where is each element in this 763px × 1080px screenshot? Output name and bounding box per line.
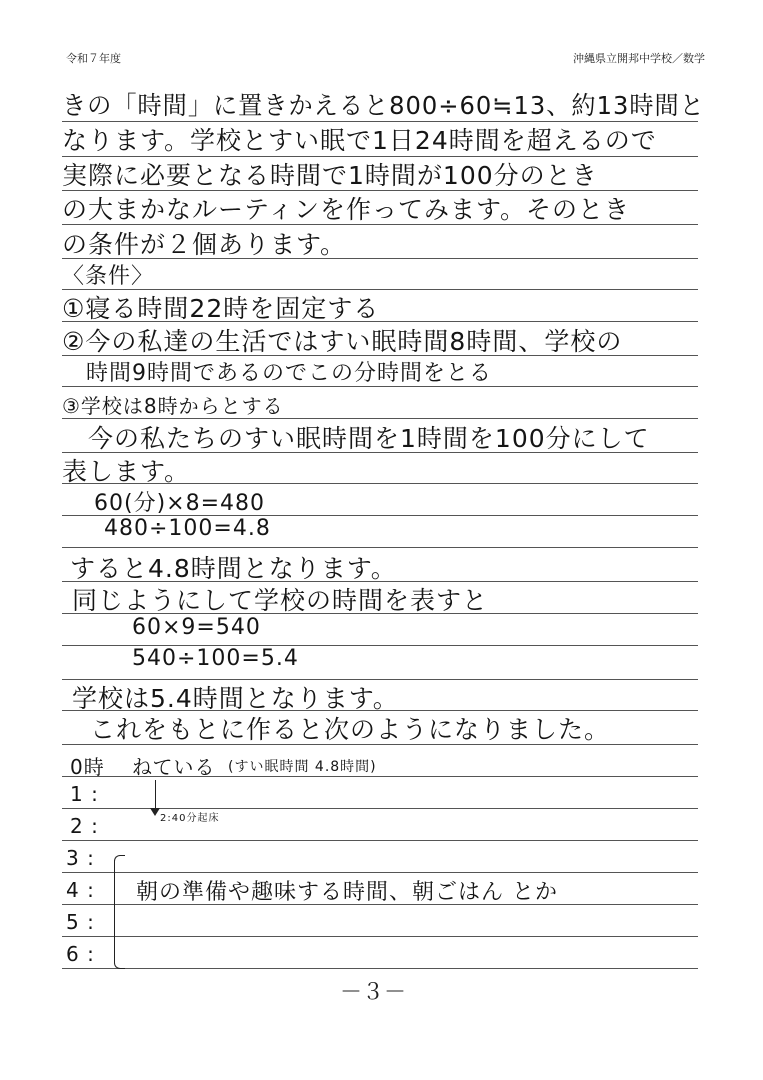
text-line-5: の条件が２個あります。: [62, 230, 347, 259]
condition-2-cont: 時間9時間であるのでこの分時間をとる: [86, 361, 492, 386]
ruled-line: [62, 936, 698, 937]
calc-school-1: 60×9=540: [132, 615, 261, 640]
page-number: －３－: [340, 980, 407, 1005]
text-line-16: 同じようにして学校の時間を表すと: [72, 586, 489, 615]
text-line-2: なります。学校とすい眠で1日24時間を超えるので: [62, 126, 657, 155]
text-line-4: の大まかなルーティンを作ってみます。そのとき: [62, 195, 631, 224]
text-line-20: これをもとに作ると次のようになりました。: [90, 715, 611, 744]
wake-arrow-head: [150, 808, 160, 816]
bracket: [114, 855, 125, 969]
text-line-19: 学校は5.4時間となります。: [72, 684, 399, 713]
header-year: 令和７年度: [66, 52, 121, 65]
hour-1: 1 :: [70, 782, 99, 806]
text-line-12: 表します。: [62, 457, 191, 486]
wake-note: 2:40分起床: [160, 813, 220, 824]
condition-1: ①寝る時間22時を固定する: [62, 294, 380, 323]
hour-3: 3 :: [66, 846, 95, 870]
hour-2: 2 :: [70, 814, 99, 838]
calc-sleep-2: 480÷100=4.8: [104, 516, 271, 541]
sleep-label: ねている: [132, 755, 216, 779]
ruled-line: [62, 872, 698, 873]
sleep-note: (すい眠時間 4.8時間): [228, 759, 377, 775]
ruled-line: [62, 547, 698, 548]
conditions-heading: 〈条件〉: [62, 264, 155, 289]
hour-5: 5 :: [66, 910, 95, 934]
text-line-1: きの「時間」に置きかえると800÷60≒13、約13時間と: [62, 91, 705, 120]
hour-4: 4 :: [66, 878, 95, 902]
calc-sleep-1: 60(分)×8=480: [94, 491, 266, 516]
hour-6: 6 :: [66, 942, 95, 966]
ruled-line: [62, 968, 698, 969]
text-line-11: 今の私たちのすい眠時間を1時間を100分にして: [88, 424, 650, 453]
morning-activities: 朝の準備や趣味する時間、朝ごはん とか: [136, 880, 558, 905]
ruled-line: [62, 840, 698, 841]
hour-0: 0時: [70, 755, 105, 779]
header-school: 沖縄県立開邦中学校／数学: [573, 52, 705, 65]
calc-school-2: 540÷100=5.4: [132, 646, 299, 671]
text-line-15: すると4.8時間となります。: [70, 554, 397, 583]
condition-3: ③学校は8時からとする: [62, 394, 284, 418]
text-line-3: 実際に必要となる時間で1時間が100分のとき: [62, 161, 598, 190]
condition-2: ②今の私達の生活ではすい眠時間8時間、学校の: [62, 327, 623, 356]
